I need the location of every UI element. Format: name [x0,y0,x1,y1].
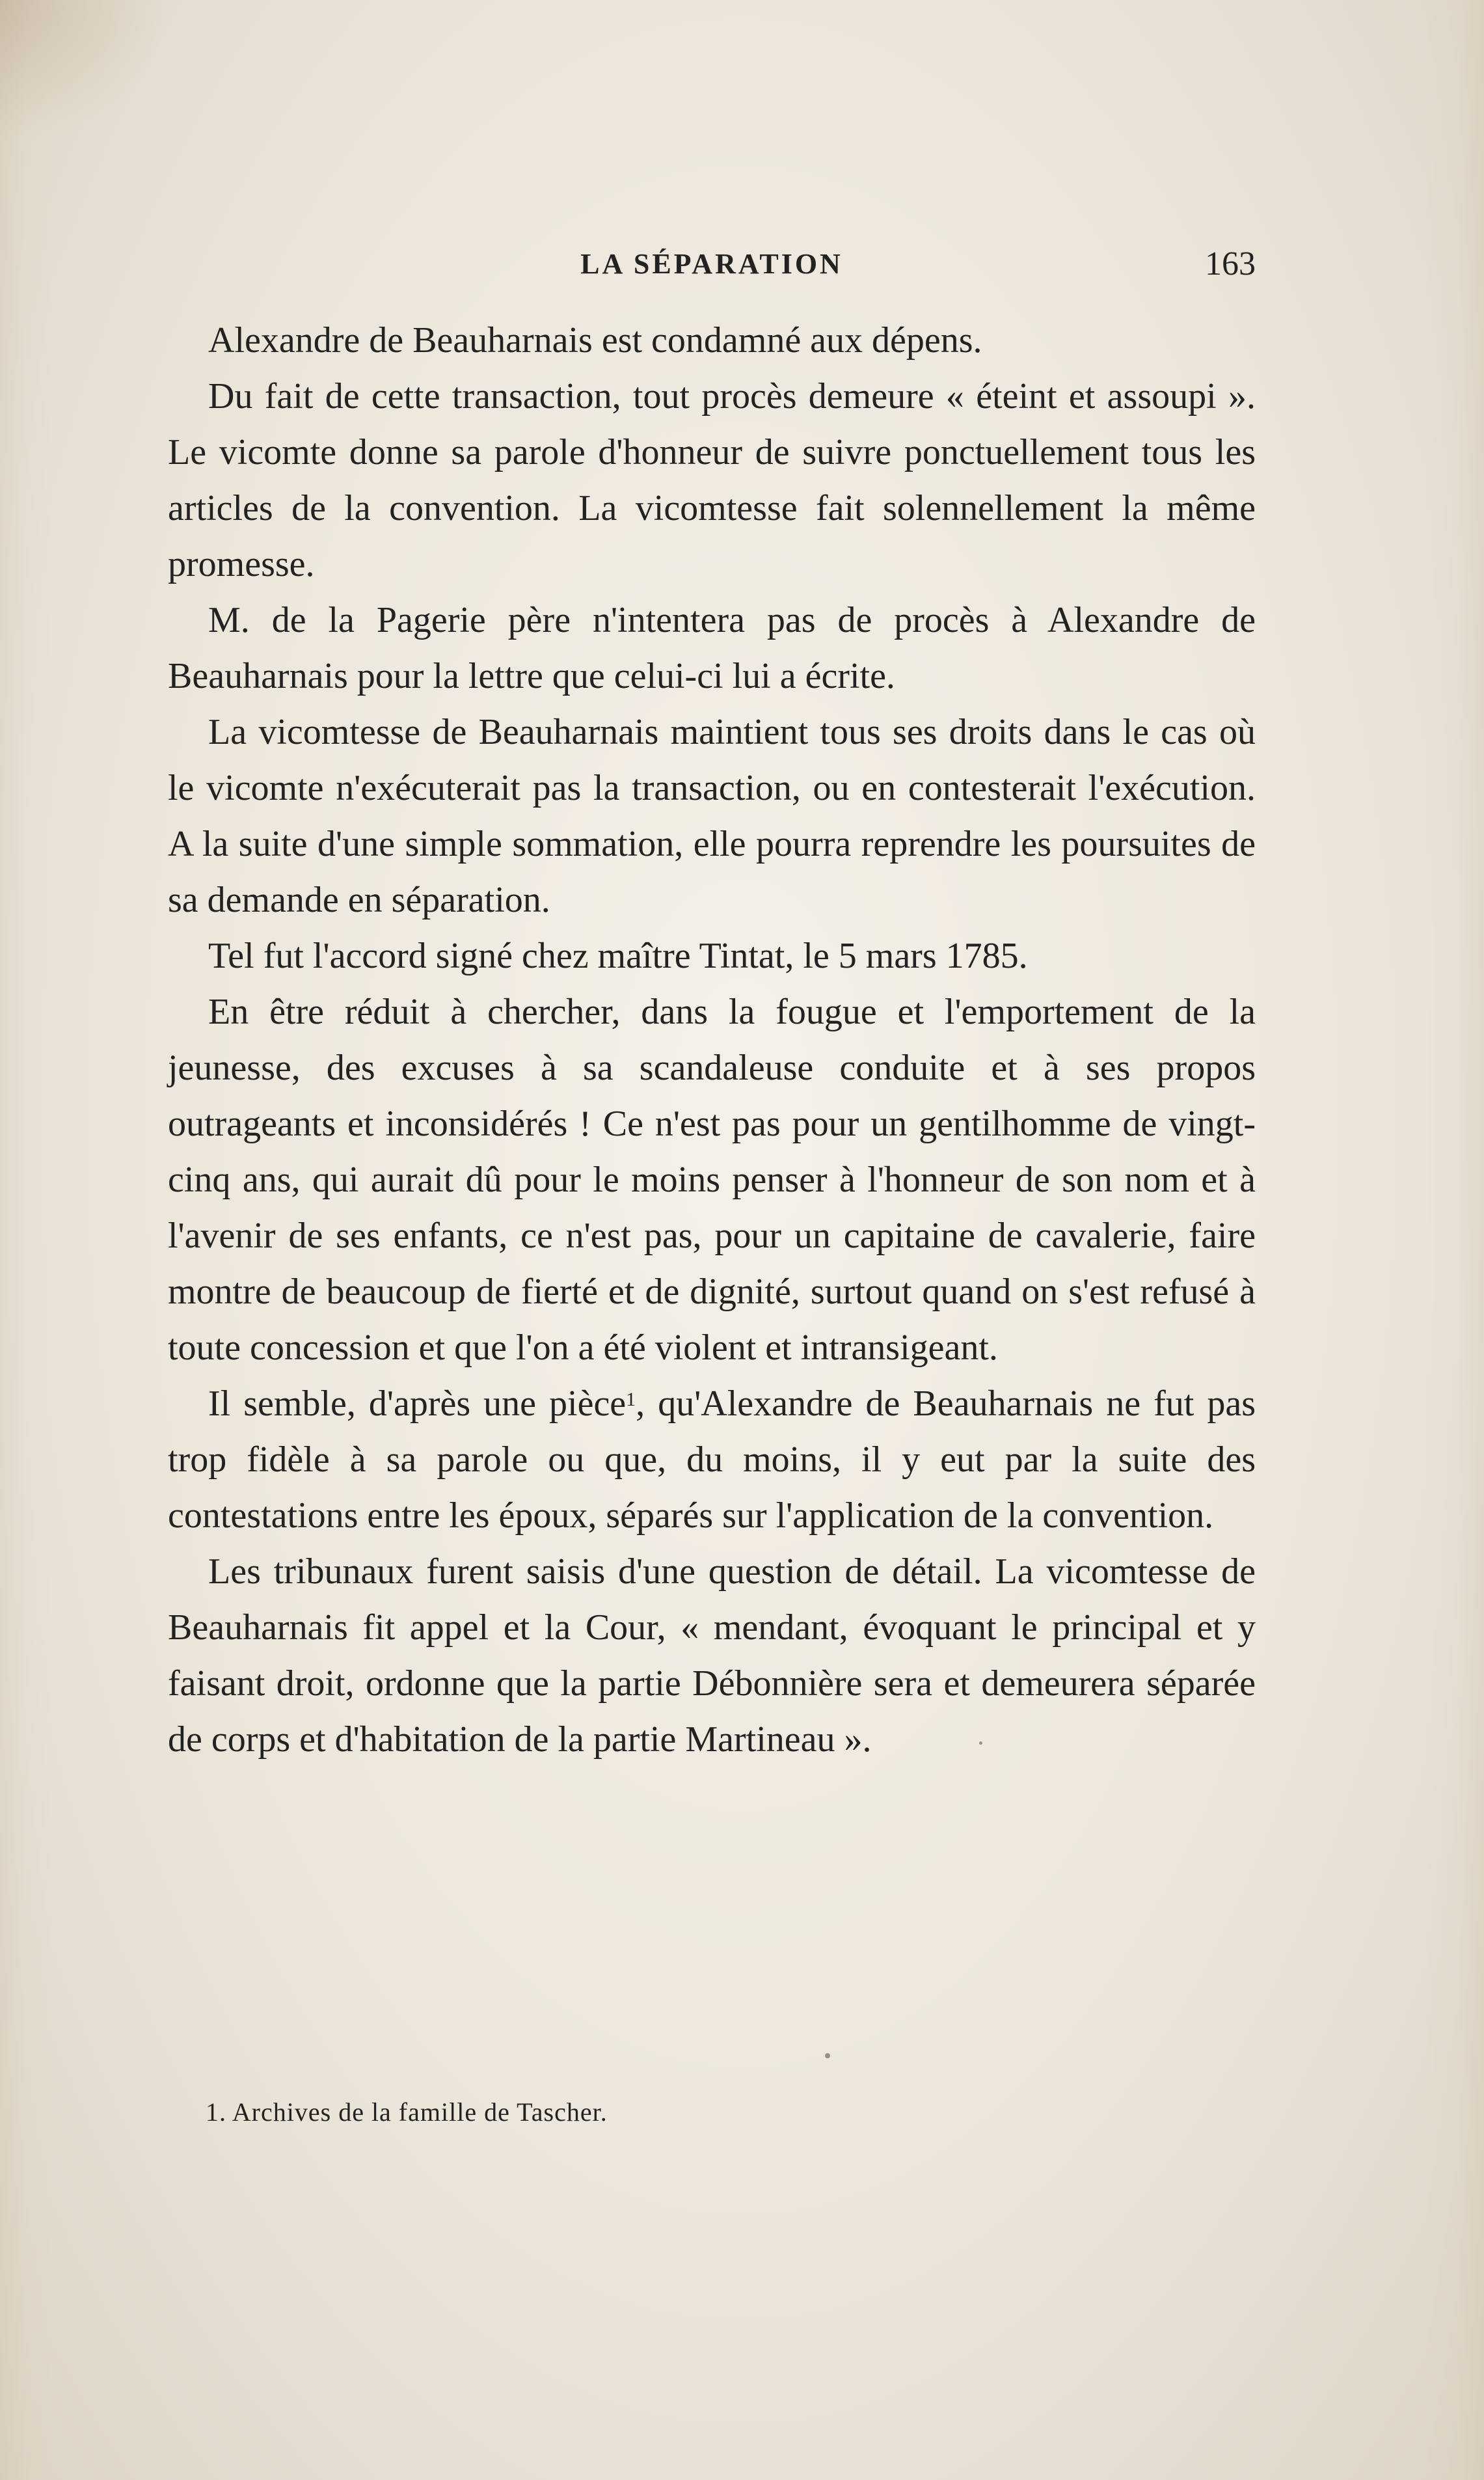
paragraph-8: Les tribunaux furent saisis d'une question de détail. La vicomtesse de Beauharnais fit appel et la Cour, « mendant, évoquant le principal et y faisant droit, ordonne que la partie Débonnière sera et demeurera séparée de corps et d'habitation de la partie Martineau ». [168,1551,1256,1760]
page-header [168,247,1256,299]
paragraph-1: Alexandre de Beauharnais est condamné aux dépens. [208,320,982,361]
paragraph-6: En être réduit à chercher, dans la fougue et l'emportement de la jeunesse, des excuses à sa scandaleuse conduite et à ses propos outrageants et inconsidérés ! Ce n'est pas pour un gentilhomme de vingt-cinq ans, qui aurait dû pour le moins penser à l'honneur de son nom et à l'avenir de ses enfants, ce n'est pas, pour un capitaine de cavalerie, faire montre de beaucoup de fierté et de dignité, surtout quand on s'est refusé à toute concession et que l'on a été violent et intransigeant. [168,992,1256,1368]
paragraph-2: Du fait de cette transaction, tout procès demeure « éteint et assoupi ». Le vicomte donne sa parole d'honneur de suivre ponctuellement tous les articles de la convention. La vicomtesse fait solennellement la même promesse. [168,376,1256,584]
footnote: 1. Archives de la famille de Tascher. [206,2097,608,2127]
footnote-reference: 1 [626,1389,636,1410]
page-corner-shadow [0,0,169,143]
paragraph-4: La vicomtesse de Beauharnais maintient tous ses droits dans le cas où le vicomte n'exécuterait pas la transaction, ou en contesterait l'exécution. A la suite d'une simple sommation, elle pourra reprendre les poursuites de sa demande en séparation. [168,712,1256,920]
paper-speck [979,1741,982,1745]
paragraph-7 [168,1376,1256,1544]
paragraph-3: M. de la Pagerie père n'intentera pas de procès à Alexandre de Beauharnais pour la lettre que celui-ci lui a écrite. [168,600,1256,696]
body-text [168,312,1256,1767]
page-number: 163 [1205,245,1256,282]
paragraph-7-start: Il semble, d'après une pièce [208,1383,627,1424]
paragraph-5: Tel fut l'accord signé chez maître Tintat, le 5 mars 1785. [208,936,1028,976]
running-title: LA SÉPARATION [580,248,843,280]
paper-speck [825,2053,830,2058]
paragraph-7-end: , qu'Alexandre de Beauharnais ne fut pas trop fidèle à sa parole ou que, du moins, il y eut par la suite des contestations entre les époux, séparés sur l'application de la convention. [168,1383,1256,1536]
